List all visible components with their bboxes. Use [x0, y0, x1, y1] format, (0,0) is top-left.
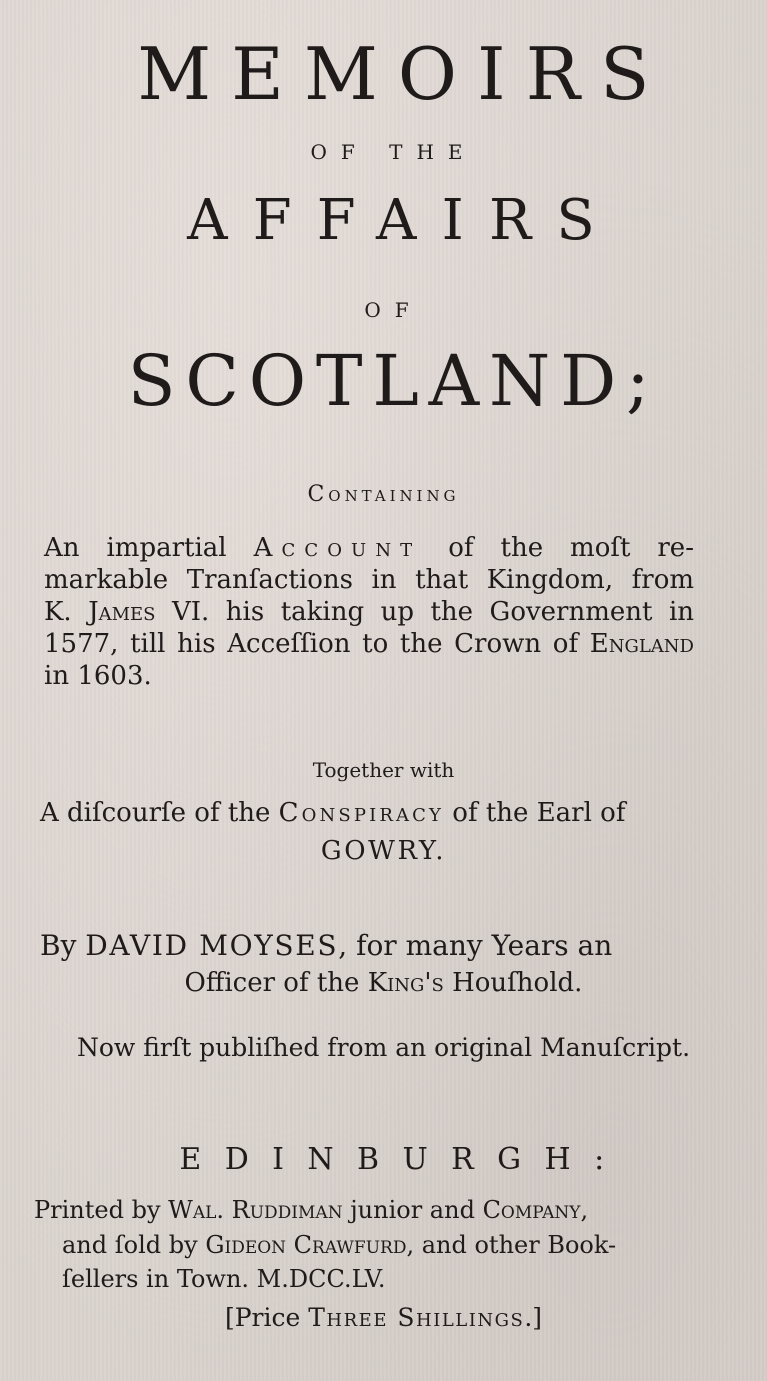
title-scotland: SCOTLAND; [127, 340, 660, 422]
king-word: King's [367, 968, 444, 998]
title-of-the: OF THE [310, 140, 477, 164]
imprint-line-2 [62, 1233, 742, 1257]
author-text: Officer of the [184, 968, 368, 998]
account-text: of the moſt re- [421, 533, 694, 563]
price-text: .] [524, 1303, 543, 1332]
imprint-city: EDINBURGH: [179, 1142, 628, 1177]
imprint-line-3: ſellers in Town. M.DCC.LV. [62, 1265, 386, 1293]
account-line-4 [44, 628, 694, 660]
author-line-2 [0, 970, 767, 996]
king-name: James [88, 597, 156, 627]
account-line-2: markable Tranſactions in that Kingdom, from [44, 565, 694, 595]
discourse-text: of the Earl of [444, 798, 626, 828]
imprint-text: Printed by [34, 1196, 169, 1224]
account-text: VI. his taking up the Government in [155, 597, 694, 627]
price-amount: Three Shillings [308, 1303, 525, 1332]
imprint-text: , [580, 1196, 589, 1224]
imprint-text: junior and [342, 1196, 483, 1224]
bookseller-name: Gideon Crawfurd [205, 1231, 407, 1259]
title-memoirs: MEMOIRS [137, 32, 670, 116]
containing-label: Containing [307, 482, 460, 507]
discourse-text: A diſcourſe of the [40, 798, 279, 828]
author-name: DAVID MOYSES [85, 929, 339, 962]
title-affairs: AFFAIRS [187, 188, 620, 253]
discourse-line-1 [40, 800, 695, 826]
account-word: Account [253, 533, 422, 563]
price-text: [Price [224, 1303, 309, 1332]
title-of: OF [364, 298, 423, 322]
imprint-line-1 [34, 1198, 734, 1222]
account-text: 1577, till his Acceſſion to the Crown of [44, 629, 590, 659]
account-line-1 [44, 532, 694, 564]
imprint-text: and ſold by [62, 1231, 206, 1259]
account-text: K. [44, 597, 89, 627]
company-word: Company [482, 1196, 581, 1224]
now-first-published: Now firſt publiſhed from an original Manuſcript. [76, 1033, 691, 1062]
account-paragraph [44, 532, 694, 692]
england-word: England [589, 629, 694, 659]
account-line-5: in 1603. [44, 661, 152, 691]
author-text: , for many Years an [338, 929, 613, 962]
price-line [0, 1305, 767, 1330]
discourse-line-2: GOWRY. [320, 836, 447, 866]
imprint-text: , and other Book- [406, 1231, 617, 1259]
account-line-3 [44, 596, 694, 628]
printer-name: Wal. Ruddiman [168, 1196, 343, 1224]
together-with-label: Together with [312, 758, 455, 782]
author-text: By [40, 929, 86, 962]
account-text: An impartial [44, 533, 254, 563]
author-line-1 [40, 929, 690, 962]
author-text: Houſhold. [443, 968, 583, 998]
conspiracy-word: Conspiracy [278, 798, 445, 828]
